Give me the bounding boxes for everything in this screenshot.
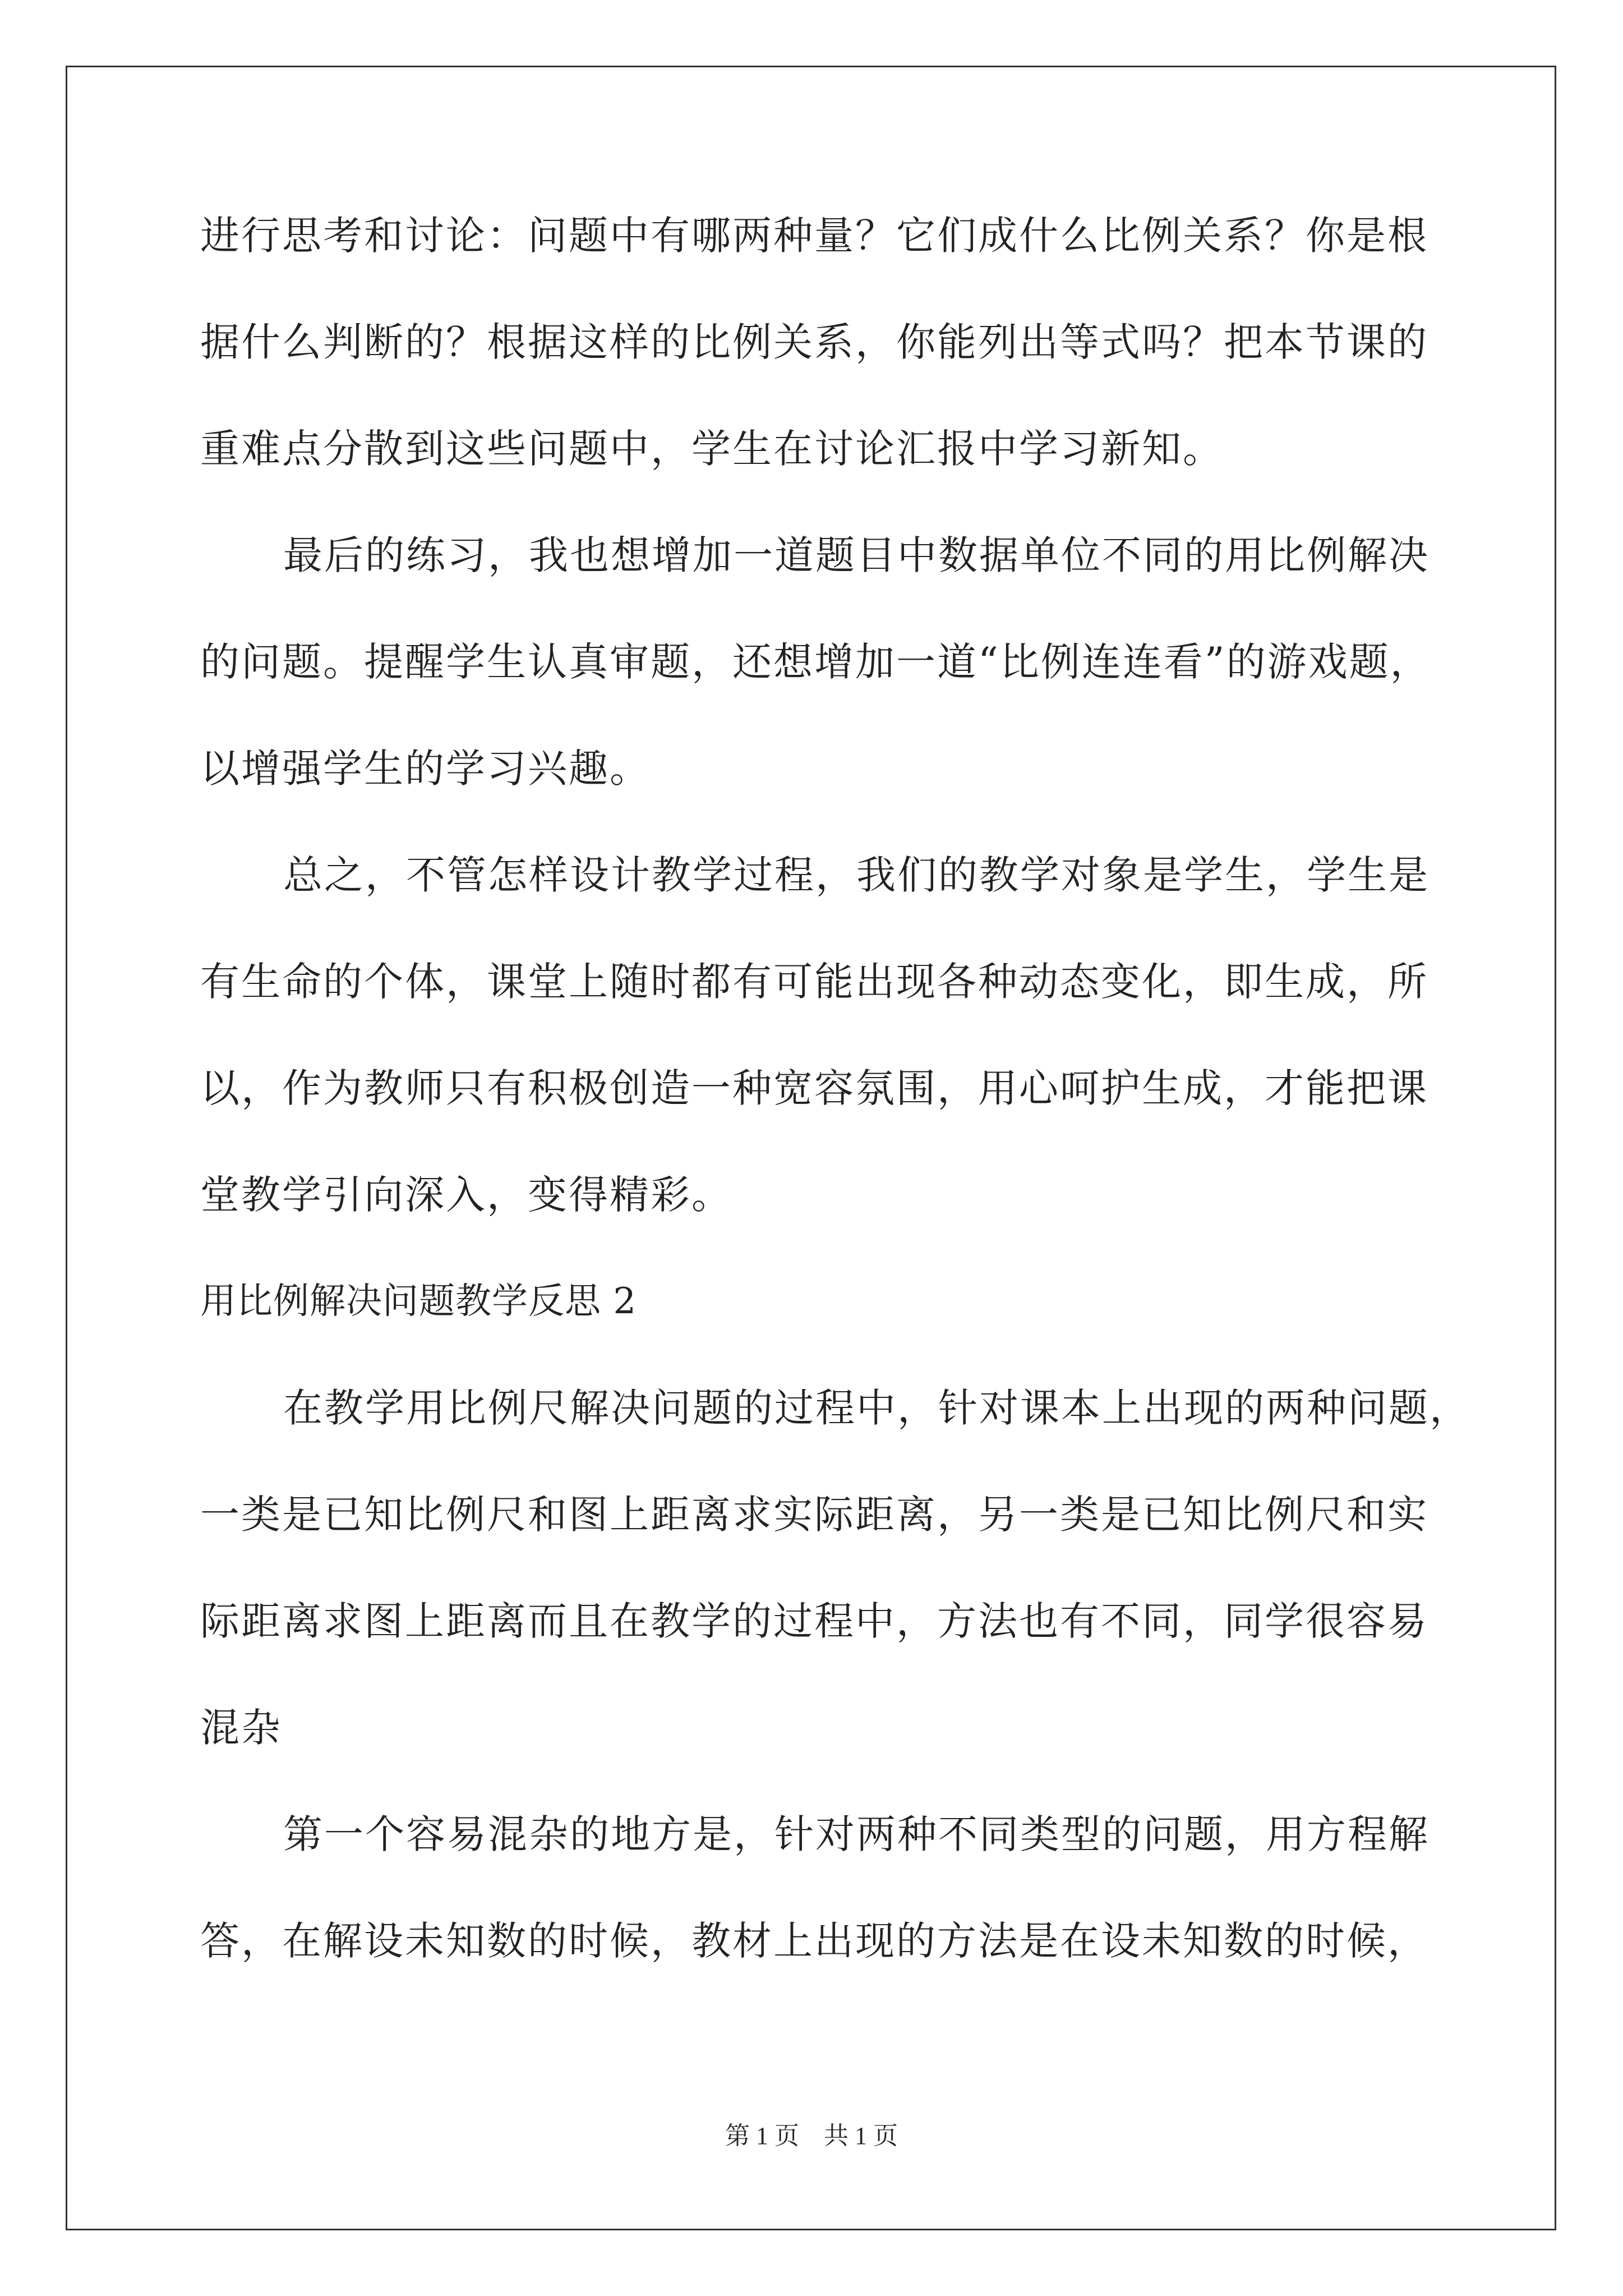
text-line: 有生命的个体，课堂上随时都有可能出现各种动态变化，即生成，所 (200, 959, 1428, 1005)
text-line: 在教学用比例尺解决问题的过程中，针对课本上出现的两种问题， (283, 1385, 1470, 1431)
text-line: 答，在解设未知数的时候，教材上出现的方法是在设未知数的时候， (200, 1918, 1428, 1964)
text-line: 总之，不管怎样设计教学过程，我们的教学对象是学生，学生是 (283, 852, 1430, 898)
text-line: 重难点分散到这些问题中，学生在讨论汇报中学习新知。 (200, 426, 1224, 472)
section-heading: 用比例解决问题教学反思 2 (200, 1281, 637, 1322)
text-line: 以，作为教师只有积极创造一种宽容氛围，用心呵护生成，才能把课 (200, 1065, 1428, 1111)
text-line: 以增强学生的学习兴趣。 (200, 746, 651, 792)
page-footer: 第 1 页 共 1 页 (725, 2122, 898, 2150)
text-line: 第一个容易混杂的地方是，针对两种不同类型的问题，用方程解 (283, 1811, 1430, 1857)
text-line: 的问题。提醒学生认真审题，还想增加一道“比例连连看”的游戏题， (200, 639, 1431, 685)
text-line: 际距离求图上距离而且在教学的过程中，方法也有不同，同学很容易 (200, 1598, 1428, 1644)
text-line: 据什么判断的？根据这样的比例关系，你能列出等式吗？把本节课的 (200, 319, 1428, 365)
text-line: 进行思考和讨论：问题中有哪两种量？它们成什么比例关系？你是根 (200, 213, 1428, 259)
document-body (200, 213, 1470, 2028)
text-line: 一类是已知比例尺和图上距离求实际距离，另一类是已知比例尺和实 (200, 1492, 1428, 1538)
text-line: 堂教学引向深入，变得精彩。 (200, 1172, 732, 1218)
text-line: 混杂 (200, 1705, 282, 1751)
text-line: 最后的练习，我也想增加一道题目中数据单位不同的用比例解决 (283, 532, 1430, 578)
